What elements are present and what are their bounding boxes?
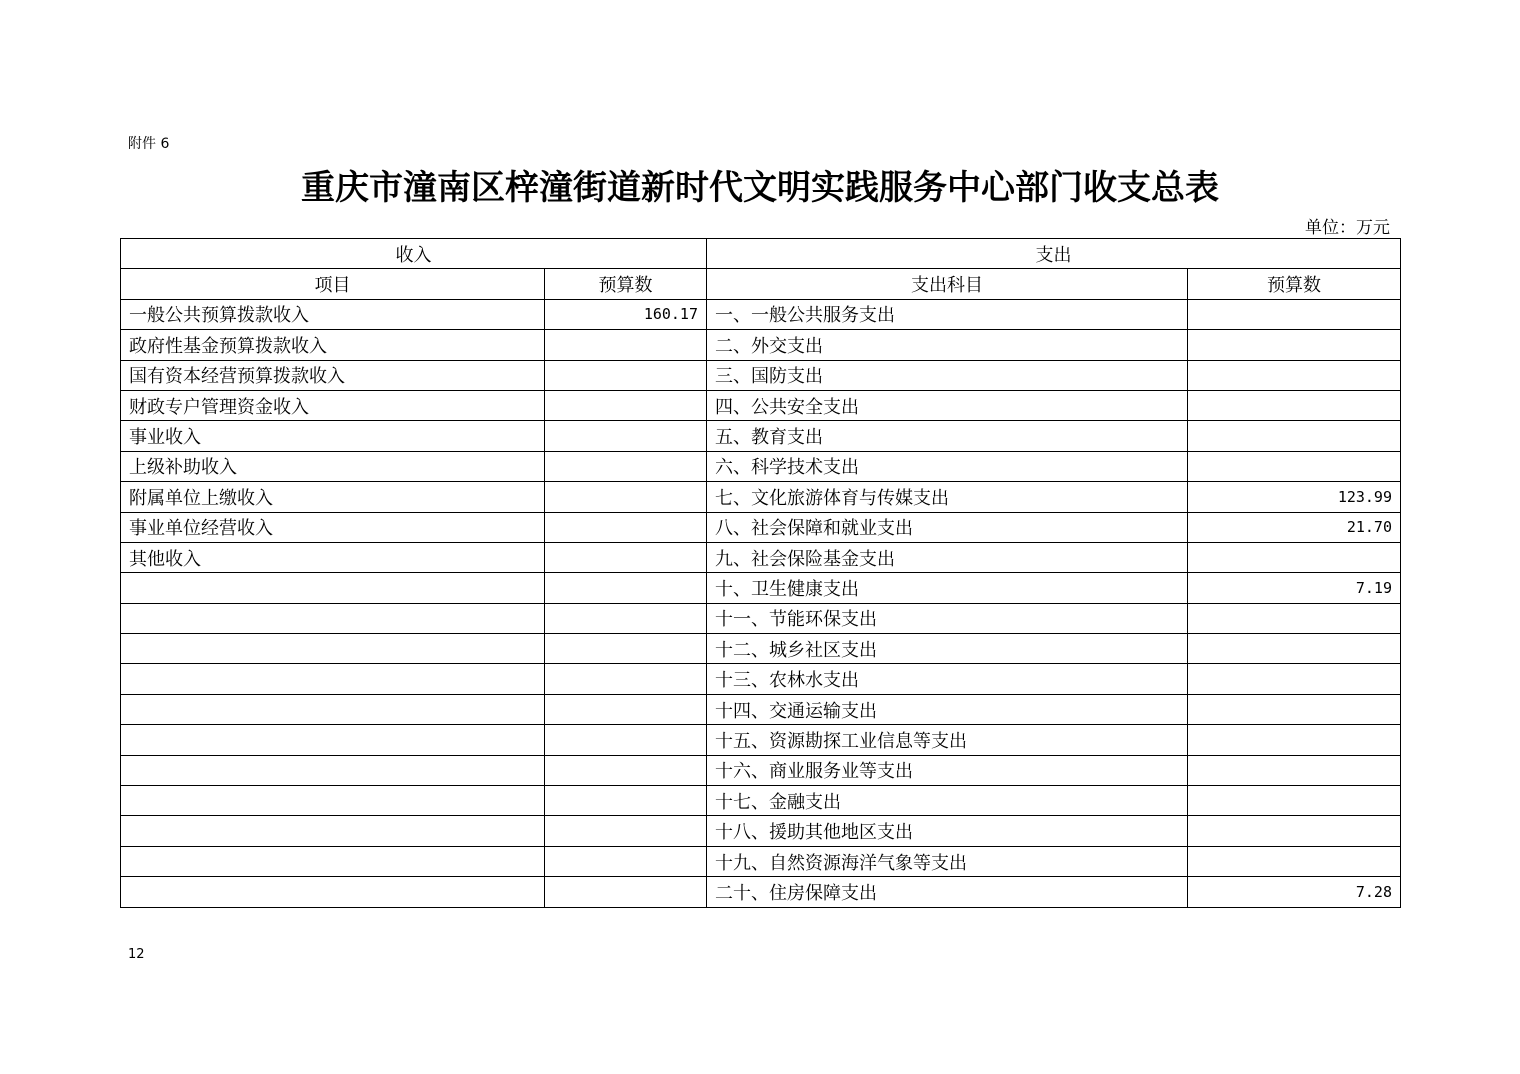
expense-item-cell: 十四、交通运输支出: [707, 694, 1188, 724]
expense-item-cell: 二、外交支出: [707, 330, 1188, 360]
income-amount-cell: [545, 512, 707, 542]
income-item-cell: [121, 664, 545, 694]
income-amount-cell: [545, 725, 707, 755]
expense-subject-header: 支出科目: [707, 269, 1188, 299]
income-item-cell: [121, 694, 545, 724]
income-item-cell: [121, 634, 545, 664]
table-row: [121, 330, 1401, 360]
income-amount-cell: [545, 573, 707, 603]
table-row: [121, 877, 1401, 907]
income-amount-cell: [545, 482, 707, 512]
expense-item-cell: 七、文化旅游体育与传媒支出: [707, 482, 1188, 512]
table-row: [121, 694, 1401, 724]
expense-item-cell: 十二、城乡社区支出: [707, 634, 1188, 664]
income-item-header: 项目: [121, 269, 545, 299]
income-item-cell: 附属单位上缴收入: [121, 482, 545, 512]
expense-item-cell: 十六、商业服务业等支出: [707, 755, 1188, 785]
income-item-cell: [121, 786, 545, 816]
expense-amount-cell: [1188, 542, 1401, 572]
income-item-cell: [121, 755, 545, 785]
column-header-row: [121, 269, 1401, 299]
income-budget-header: 预算数: [545, 269, 707, 299]
income-amount-cell: [545, 816, 707, 846]
income-item-cell: [121, 573, 545, 603]
income-amount-cell: [545, 694, 707, 724]
table-row: [121, 786, 1401, 816]
income-amount-cell: [545, 421, 707, 451]
expense-amount-cell: [1188, 603, 1401, 633]
expense-item-cell: 九、社会保险基金支出: [707, 542, 1188, 572]
income-amount-cell: [545, 603, 707, 633]
group-header-row: [121, 239, 1401, 269]
income-item-cell: [121, 725, 545, 755]
table-row: [121, 360, 1401, 390]
income-amount-cell: [545, 330, 707, 360]
expense-amount-cell: 7.28: [1188, 877, 1401, 907]
expense-item-cell: 十八、援助其他地区支出: [707, 816, 1188, 846]
income-item-cell: 国有资本经营预算拨款收入: [121, 360, 545, 390]
income-item-cell: 事业收入: [121, 421, 545, 451]
table-row: [121, 816, 1401, 846]
expense-item-cell: 十七、金融支出: [707, 786, 1188, 816]
income-item-cell: [121, 877, 545, 907]
expense-amount-cell: [1188, 725, 1401, 755]
income-amount-cell: [545, 451, 707, 481]
expense-amount-cell: [1188, 694, 1401, 724]
income-group-header: 收入: [121, 239, 707, 269]
income-amount-cell: [545, 360, 707, 390]
table-row: [121, 634, 1401, 664]
income-item-cell: 其他收入: [121, 542, 545, 572]
expense-amount-cell: [1188, 421, 1401, 451]
expense-item-cell: 六、科学技术支出: [707, 451, 1188, 481]
expense-amount-cell: [1188, 451, 1401, 481]
income-amount-cell: [545, 786, 707, 816]
income-amount-cell: [545, 664, 707, 694]
table-row: [121, 421, 1401, 451]
income-item-cell: 财政专户管理资金收入: [121, 390, 545, 420]
expense-item-cell: 五、教育支出: [707, 421, 1188, 451]
expense-item-cell: 十三、农林水支出: [707, 664, 1188, 694]
expense-budget-header: 预算数: [1188, 269, 1401, 299]
table-row: [121, 512, 1401, 542]
expense-amount-cell: [1188, 664, 1401, 694]
table-row: [121, 482, 1401, 512]
income-item-cell: 政府性基金预算拨款收入: [121, 330, 545, 360]
expense-amount-cell: [1188, 846, 1401, 876]
expense-amount-cell: 7.19: [1188, 573, 1401, 603]
income-amount-cell: [545, 634, 707, 664]
table-row: [121, 755, 1401, 785]
unit-label: 单位：万元: [1305, 218, 1390, 238]
income-amount-cell: [545, 877, 707, 907]
expense-group-header: 支出: [707, 239, 1401, 269]
expense-amount-cell: [1188, 634, 1401, 664]
income-item-cell: [121, 603, 545, 633]
income-amount-cell: [545, 846, 707, 876]
expense-item-cell: 八、社会保障和就业支出: [707, 512, 1188, 542]
table-row: [121, 542, 1401, 572]
budget-table: [120, 238, 1401, 908]
page-title: 重庆市潼南区梓潼街道新时代文明实践服务中心部门收支总表: [301, 168, 1219, 208]
expense-amount-cell: [1188, 786, 1401, 816]
income-item-cell: [121, 846, 545, 876]
expense-amount-cell: [1188, 816, 1401, 846]
expense-amount-cell: [1188, 390, 1401, 420]
income-item-cell: 上级补助收入: [121, 451, 545, 481]
table-row: [121, 603, 1401, 633]
table-row: [121, 846, 1401, 876]
table-row: [121, 725, 1401, 755]
income-amount-cell: [545, 755, 707, 785]
page-number: 12: [128, 947, 145, 962]
expense-amount-cell: [1188, 360, 1401, 390]
expense-item-cell: 一、一般公共服务支出: [707, 299, 1188, 329]
income-item-cell: 一般公共预算拨款收入: [121, 299, 545, 329]
expense-amount-cell: [1188, 755, 1401, 785]
expense-item-cell: 十五、资源勘探工业信息等支出: [707, 725, 1188, 755]
table-row: [121, 390, 1401, 420]
income-item-cell: [121, 816, 545, 846]
table-row: [121, 664, 1401, 694]
expense-item-cell: 十九、自然资源海洋气象等支出: [707, 846, 1188, 876]
income-amount-cell: [545, 542, 707, 572]
expense-amount-cell: 21.70: [1188, 512, 1401, 542]
expense-item-cell: 四、公共安全支出: [707, 390, 1188, 420]
attachment-label: 附件 6: [128, 136, 170, 152]
expense-item-cell: 十、卫生健康支出: [707, 573, 1188, 603]
table-row: [121, 451, 1401, 481]
income-amount-cell: [545, 390, 707, 420]
expense-amount-cell: 123.99: [1188, 482, 1401, 512]
income-item-cell: 事业单位经营收入: [121, 512, 545, 542]
expense-item-cell: 三、国防支出: [707, 360, 1188, 390]
expense-item-cell: 十一、节能环保支出: [707, 603, 1188, 633]
expense-amount-cell: [1188, 330, 1401, 360]
expense-item-cell: 二十、住房保障支出: [707, 877, 1188, 907]
expense-amount-cell: [1188, 299, 1401, 329]
table-row: [121, 573, 1401, 603]
income-amount-cell: 160.17: [545, 299, 707, 329]
table-row: [121, 299, 1401, 329]
